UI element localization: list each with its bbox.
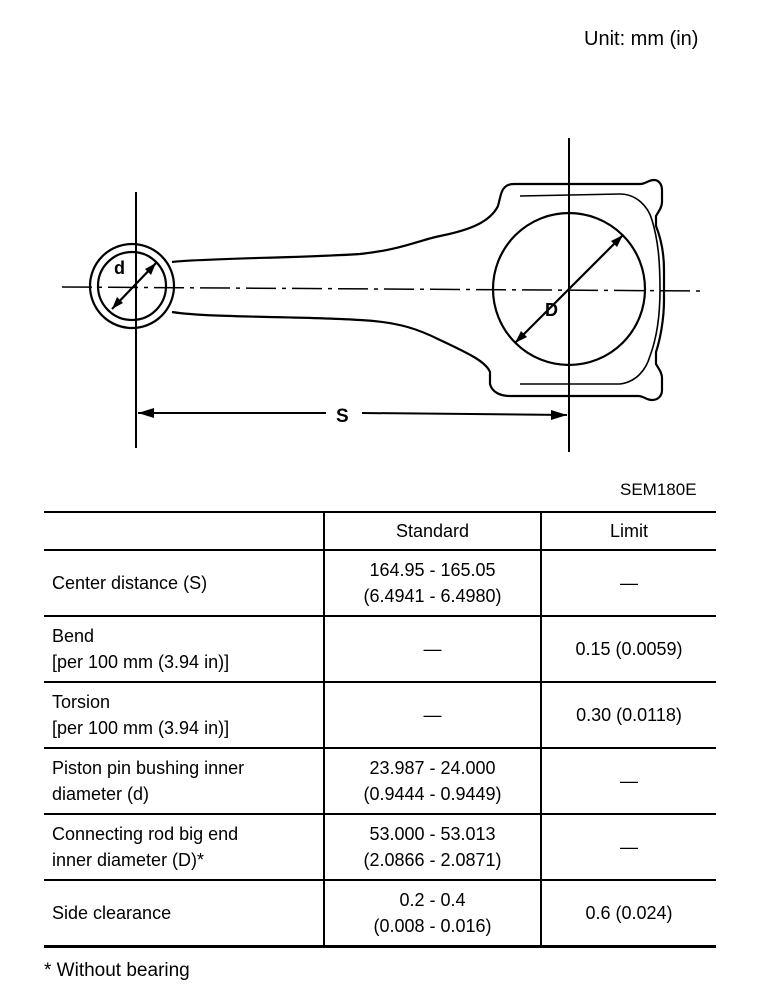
row-limit: — xyxy=(541,550,716,616)
header-standard: Standard xyxy=(324,512,541,550)
row-item: Center distance (S) xyxy=(44,550,324,616)
label-d: d xyxy=(114,258,125,278)
table-row xyxy=(44,550,716,616)
rod-lower-edge xyxy=(172,312,510,396)
center-line xyxy=(62,287,705,291)
row-standard: 23.987 - 24.000 (0.9444 - 0.9449) xyxy=(324,748,541,814)
row-limit: 0.30 (0.0118) xyxy=(541,682,716,748)
table-row xyxy=(44,682,716,748)
unit-label: Unit: mm (in) xyxy=(584,28,699,50)
header-item xyxy=(44,512,324,550)
row-item: Side clearance xyxy=(44,880,324,947)
header-limit: Limit xyxy=(541,512,716,550)
footnote: * Without bearing xyxy=(44,960,190,981)
row-item: Piston pin bushing inner diameter (d) xyxy=(44,748,324,814)
row-standard: — xyxy=(324,682,541,748)
S-arrowhead-left xyxy=(138,408,154,418)
spec-table xyxy=(44,511,716,948)
row-item: Bend [per 100 mm (3.94 in)] xyxy=(44,616,324,682)
S-line-right xyxy=(362,413,567,415)
table-row xyxy=(44,748,716,814)
figure-id-label: SEM180E xyxy=(620,480,697,499)
row-limit: — xyxy=(541,748,716,814)
row-standard: 164.95 - 165.05 (6.4941 - 6.4980) xyxy=(324,550,541,616)
label-D: D xyxy=(545,300,558,320)
row-limit: — xyxy=(541,814,716,880)
table-row xyxy=(44,880,716,947)
label-S: S xyxy=(336,406,349,427)
table-header-row xyxy=(44,512,716,550)
row-limit: 0.6 (0.024) xyxy=(541,880,716,947)
big-end-inner-contour xyxy=(520,194,660,384)
S-arrowhead-right xyxy=(551,410,567,420)
table-row xyxy=(44,616,716,682)
row-standard: 0.2 - 0.4 (0.008 - 0.016) xyxy=(324,880,541,947)
table-row xyxy=(44,814,716,880)
row-standard: — xyxy=(324,616,541,682)
row-standard: 53.000 - 53.013 (2.0866 - 2.0871) xyxy=(324,814,541,880)
small-end-outer xyxy=(90,244,174,328)
row-limit: 0.15 (0.0059) xyxy=(541,616,716,682)
connecting-rod-diagram xyxy=(0,0,768,470)
row-item: Connecting rod big end inner diameter (D)* xyxy=(44,814,324,880)
rod-upper-edge xyxy=(172,184,514,262)
row-item: Torsion [per 100 mm (3.94 in)] xyxy=(44,682,324,748)
small-end-bore xyxy=(98,252,166,320)
